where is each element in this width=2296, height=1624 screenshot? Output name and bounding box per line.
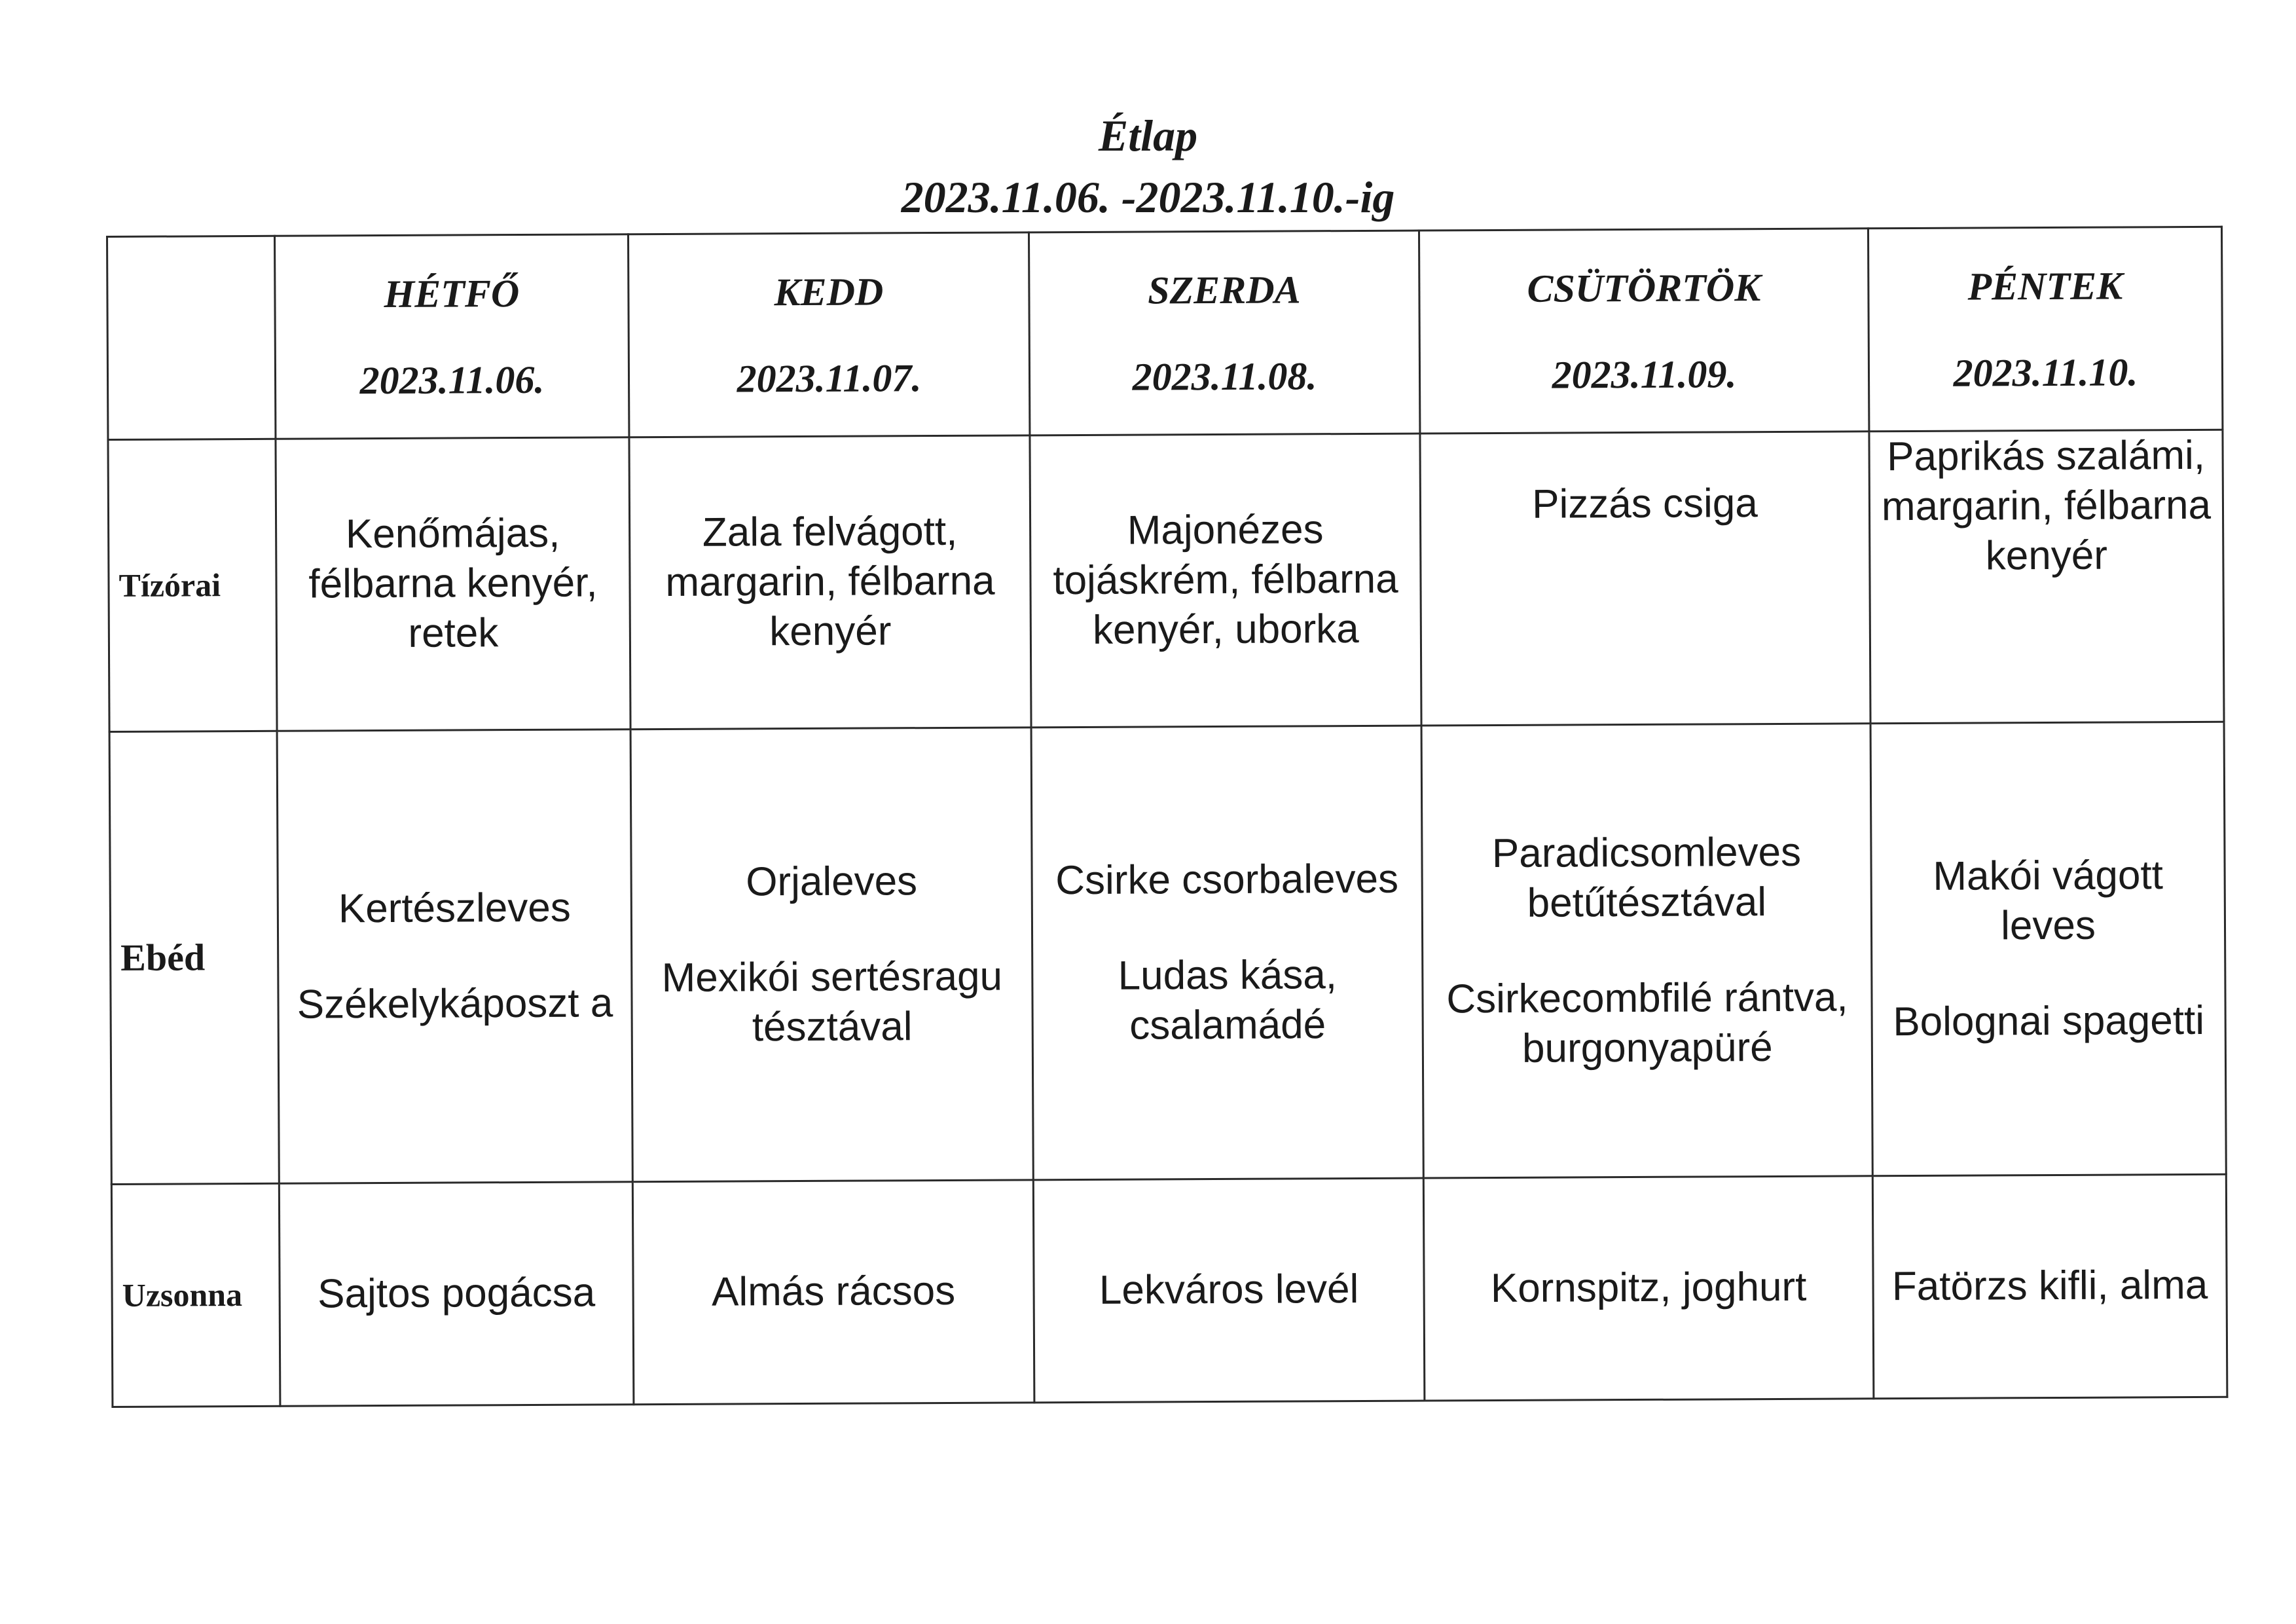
dish: Kertészleves: [338, 885, 571, 931]
dish: Majonézes tojáskrém, félbarna kenyér, uborka: [1053, 507, 1398, 654]
corner-cell: [107, 236, 276, 439]
dish: Zala felvágott, margarin, félbarna kenyér: [665, 509, 995, 655]
day-date: 2023.11.10.: [1953, 350, 2138, 395]
menu-table: [106, 226, 2228, 1408]
menu-cell: [1030, 434, 1421, 727]
day-name: HÉTFŐ: [384, 271, 520, 316]
dish: Csirkecombfilé rántva, burgonyapüré: [1446, 974, 1848, 1071]
menu-cell: [277, 729, 632, 1183]
day-header-friday: [1868, 227, 2222, 432]
menu-cell: [1870, 722, 2226, 1175]
dish: Lekváros levél: [1099, 1266, 1359, 1314]
dish: Csirke csorbaleves: [1055, 856, 1399, 903]
dish: Pizzás csiga: [1531, 481, 1758, 527]
menu-cell: [629, 435, 1031, 729]
day-name: CSÜTÖRTÖK: [1527, 265, 1761, 310]
dish: Székelykáposzt a: [297, 980, 613, 1027]
dish: Mexikói sertésragu tésztával: [661, 953, 1003, 1050]
meal-row-ebed: [109, 722, 2226, 1184]
document-title: Étlap: [1098, 111, 1198, 160]
menu-cell: [1421, 723, 1872, 1177]
dish: Orjaleves: [746, 858, 918, 904]
menu-cell: [1033, 1178, 1425, 1403]
menu-cell: [1869, 430, 2224, 723]
day-header-thursday: [1419, 229, 1868, 434]
day-name: SZERDA: [1148, 267, 1301, 312]
day-date: 2023.11.06.: [359, 358, 545, 402]
dish: Makói vágott leves: [1933, 852, 2164, 948]
meal-row-tizorai: [108, 430, 2224, 731]
day-header-monday: [275, 234, 629, 439]
dish: Almás rácsos: [711, 1268, 956, 1315]
meal-row-uzsonna: [111, 1174, 2227, 1407]
menu-cell: [1031, 726, 1423, 1180]
dish: Kenőmájas, félbarna kenyér, retek: [308, 511, 598, 657]
row-label: Ebéd: [109, 731, 279, 1184]
day-date: 2023.11.08.: [1132, 354, 1317, 399]
dish: Sajtos pogácsa: [317, 1270, 596, 1317]
day-name: KEDD: [774, 269, 884, 314]
menu-cell: [1423, 1175, 1874, 1401]
menu-cell: [632, 1179, 1034, 1404]
day-header-wednesday: [1029, 231, 1419, 435]
menu-cell: [630, 727, 1033, 1181]
day-name: PÉNTEK: [1967, 263, 2123, 308]
row-label: Tízórai: [108, 439, 277, 731]
dish: Fatörzs kifli, alma: [1891, 1263, 2208, 1310]
menu-cell: [279, 1181, 634, 1406]
dish: Bolognai spagetti: [1893, 997, 2205, 1044]
day-date: 2023.11.09.: [1552, 352, 1737, 397]
menu-cell: [1420, 432, 1870, 726]
menu-cell: [1872, 1174, 2227, 1399]
row-label: Uzsonna: [111, 1183, 280, 1407]
document-header: [0, 105, 2296, 228]
day-date: 2023.11.07.: [737, 356, 922, 400]
dish: Paradicsomleves betűtésztával: [1491, 829, 1802, 926]
dish: Kornspitz, joghurt: [1490, 1264, 1807, 1312]
document-period: 2023.11.06. -2023.11.10.-ig: [901, 172, 1395, 222]
header-row: [107, 227, 2223, 439]
dish: Ludas kása, csalamádé: [1118, 951, 1338, 1048]
dish: Paprikás szalámi, margarin, félbarna kenyér: [1881, 432, 2212, 579]
day-header-tuesday: [628, 232, 1029, 437]
menu-cell: [276, 437, 630, 731]
